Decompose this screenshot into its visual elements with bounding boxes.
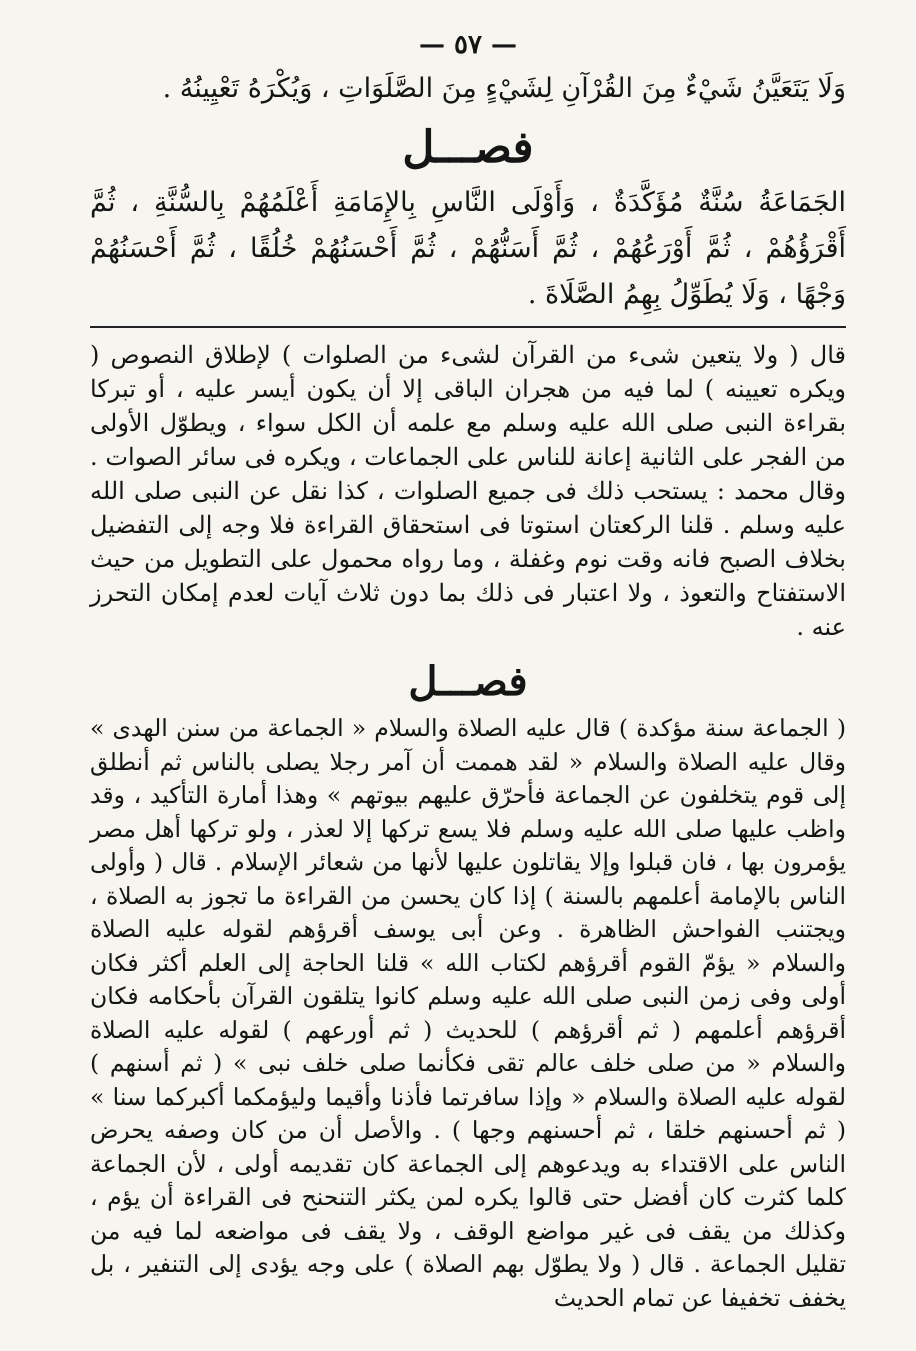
page-number: — ٥٧ — (418, 30, 518, 60)
commentary-2 (90, 712, 846, 1315)
matn-section: الجَمَاعَةُ سُنَّةٌ مُؤَكَّدَةٌ ، وَأَوْلَى النَّاسِ بِالإِمَامَةِ أَعْلَمُهُمْ بِالسُّنَّةِ ، ثُمَّ أَقْرَؤُهُمْ ، ثُمَّ أَوْرَعُهُمْ ، ثُمَّ أَسَنُّهُمْ ، ثُمَّ أَحْسَنُهُمْ خُلُقًا ، ثُمَّ أَحْسَنُهُمْ وَجْهًا ، وَلَا يُطَوِّلُ بِهِمُ الصَّلَاةَ . (90, 187, 846, 310)
commentary-2-text: ( الجماعة سنة مؤكدة ) قال عليه الصلاة والسلام « الجماعة من سنن الهدى » وقال عليه الصلاة والسلام « لقد هممت أن آمر رجلا يصلى بالناس ثم أنطلق إلى قوم يتخلفون عن الجماعة فأحرّق عليهم بيوتهم » وهذا أمارة التأكيد ، وقد واظب عليها صلى الله عليه وسلم فلا يسع تركها إلا لعذر ، ولو تركها أهل مصر يؤمرون بها ، فان قبلوا وإلا يقاتلون عليها لأنها من شعائر الإسلام . قال ( وأولى الناس بالإمامة أعلمهم بالسنة ) إذا كان يحسن من القراءة ما تجوز به الصلاة ، ويجتنب الفواحش الظاهرة . وعن أبى يوسف أقرؤهم لقوله عليه الصلاة والسلام « يؤمّ القوم أقرؤهم لكتاب الله » قلنا الحاجة إلى العلم أكثر فكان أولى وفى زمن النبى صلى الله عليه وسلم كانوا يتلقون القرآن بأحكامه فكان أقرؤهم أعلمهم ( ثم أقرؤهم ) للحديث ( ثم أورعهم ) لقوله عليه الصلاة والسلام « من صلى خلف عالم تقى فكأنما صلى خلف نبى » ( ثم أسنهم ) لقوله عليه الصلاة والسلام « وإذا سافرتما فأذنا وأقيما وليؤمكما أكبركما سنا » ( ثم أحسنهم خلقا ، ثم أحسنهم وجها ) . والأصل أن من كان وصفه يحرض الناس على الاقتداء به ويدعوهم إلى الجماعة كان تقديمه أولى ، لأن الجماعة كلما كثرت كان أفضل حتى قالوا يكره لمن يكثر التنحنح فى القراءة أن يؤم ، وكذلك من يقف فى غير مواضع الوقف ، ولا يقف فى مواضعه لما فيه من تقليل الجماعة . قال ( ولا يطوّل بهم الصلاة ) على وجه يؤدى إلى التنفير ، بل يخفف تخفيفا عن تمام الحديث (90, 714, 846, 1312)
commentary-1-text: قال ( ولا يتعين شىء من القرآن لشىء من الصلوات ) لإطلاق النصوص ( ويكره تعيينه ) لما فيه من هجران الباقى إلا أن يكون أيسر عليه ، أو تبركا بقراءة النبى صلى الله عليه وسلم مع علمه أن الكل سواء ، ويطوّل الأولى من الفجر على الثانية إعانة للناس على الجماعات ، ويكره فى سائر الصوات . وقال محمد : يستحب ذلك فى جميع الصلوات ، كذا نقل عن النبى صلى الله عليه وسلم . قلنا الركعتان استوتا فى استحقاق القراءة فلا وجه إلى التفضيل بخلاف الصبح فانه وقت نوم وغفلة ، وما رواه محمول على التطويل من حيث الاستفتاح والتعوذ ، ولا اعتبار فى ذلك بما دون ثلاث آيات لعدم إمكان التحرز عنه . (90, 341, 846, 641)
commentary-1 (90, 338, 846, 644)
divider-line (90, 326, 846, 328)
matn-line-top: وَلَا يَتَعَيَّنُ شَيْءٌ مِنَ القُرْآنِ لِشَيْءٍ مِنَ الصَّلَوَاتِ ، وَيُكْرَهُ تَعْيِينُهُ . (162, 73, 846, 104)
section-heading-1: فصـــل (402, 122, 534, 173)
section-heading-2: فصـــل (408, 658, 528, 705)
